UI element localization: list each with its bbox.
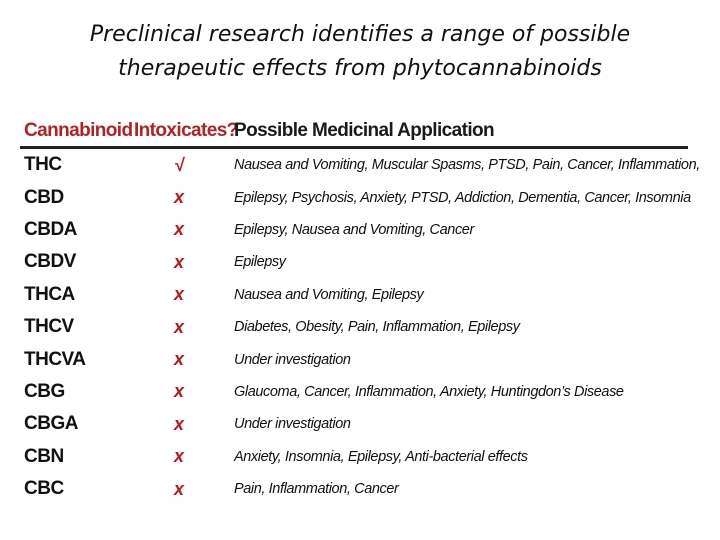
table-row	[20, 214, 688, 246]
header-cannabinoid: Cannabinoid	[20, 112, 130, 148]
table-row	[20, 279, 688, 311]
medicinal-application: Epilepsy, Nausea and Vomiting, Cancer	[234, 221, 474, 238]
intoxicates-mark: x	[174, 284, 185, 305]
cannabinoid-name: CBN	[24, 445, 64, 467]
intoxicates-mark: √	[174, 154, 184, 175]
cannabinoid-name: CBC	[24, 478, 64, 500]
cannabinoid-name: THCA	[24, 283, 75, 305]
medicinal-application: Epilepsy	[234, 254, 286, 271]
medicinal-application: Diabetes, Obesity, Pain, Inflammation, Epilepsy	[234, 319, 520, 336]
medicinal-application: Nausea and Vomiting, Epilepsy	[234, 286, 424, 303]
cannabinoid-name: THC	[24, 154, 62, 176]
medicinal-application: Epilepsy, Psychosis, Anxiety, PTSD, Addiction, Dementia, Cancer, Insomnia	[234, 189, 691, 206]
slide-title	[0, 18, 720, 86]
table-row	[20, 376, 688, 408]
medicinal-application: Pain, Inflammation, Cancer	[234, 481, 399, 498]
intoxicates-mark: x	[174, 349, 185, 370]
intoxicates-mark: x	[174, 478, 185, 499]
intoxicates-mark: x	[174, 446, 185, 467]
table-row	[20, 311, 688, 343]
intoxicates-mark: x	[174, 316, 185, 337]
cannabinoid-name: THCV	[24, 316, 74, 338]
intoxicates-mark: x	[174, 219, 185, 240]
table-row	[20, 246, 688, 278]
table-header-row	[20, 112, 688, 148]
cannabinoid-name: CBDV	[24, 251, 76, 273]
medicinal-application: Under investigation	[234, 351, 351, 368]
header-intoxicates: Intoxicates?	[130, 112, 230, 148]
cannabinoid-name: THCVA	[24, 348, 86, 370]
cannabinoid-table	[20, 112, 700, 505]
medicinal-application: Under investigation	[234, 416, 351, 433]
table-row	[20, 408, 688, 440]
cannabinoid-name: CBD	[24, 186, 64, 208]
medicinal-application: Nausea and Vomiting, Muscular Spasms, PTSD, Pain, Cancer, Inflammation,	[234, 157, 700, 174]
table-row	[20, 343, 688, 375]
intoxicates-mark: x	[174, 187, 185, 208]
cannabinoid-name: CBG	[24, 380, 65, 402]
intoxicates-mark: x	[174, 251, 185, 272]
header-medicinal-application: Possible Medicinal Application	[230, 112, 688, 148]
cannabinoid-name: CBDA	[24, 218, 77, 240]
intoxicates-mark: x	[174, 413, 185, 434]
table-row	[20, 473, 688, 505]
cannabinoid-name: CBGA	[24, 413, 78, 435]
medicinal-application: Anxiety, Insomnia, Epilepsy, Anti-bacterial effects	[234, 448, 528, 465]
medicinal-application: Glaucoma, Cancer, Inflammation, Anxiety, Huntingdon’s Disease	[234, 383, 624, 400]
table-row	[20, 441, 688, 473]
title-line-2: therapeutic effects from phytocannabinoids	[118, 56, 602, 81]
intoxicates-mark: x	[174, 381, 185, 402]
table-row	[20, 181, 688, 213]
table-row	[20, 148, 688, 182]
title-line-1: Preclinical research identifies a range of possible	[89, 22, 631, 47]
